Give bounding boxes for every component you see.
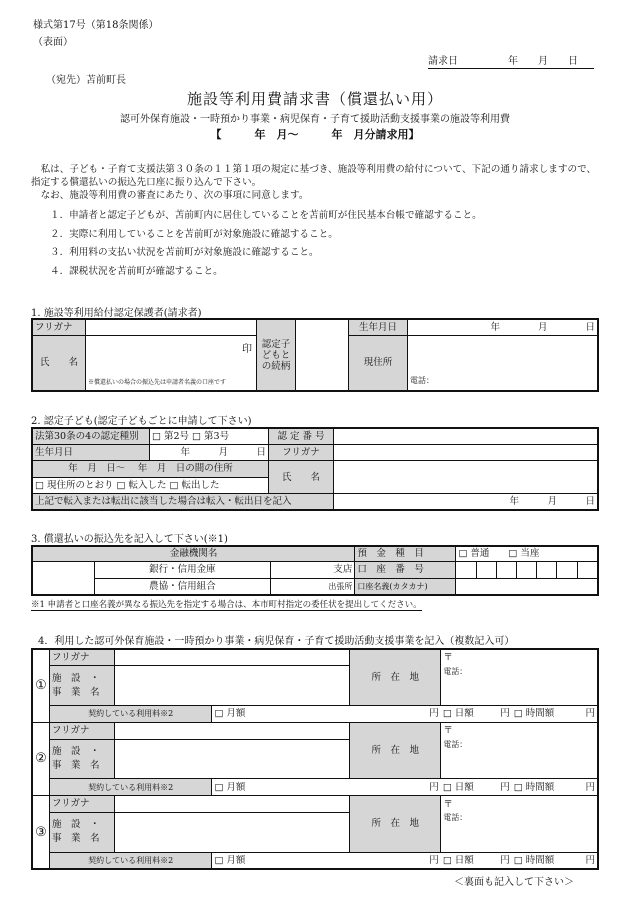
- facility-furigana-field[interactable]: [115, 649, 350, 666]
- consent-conditions: [50, 207, 482, 281]
- postal-mark: 〒: [443, 725, 453, 737]
- facility-postal-field[interactable]: [441, 649, 598, 666]
- monthly-fee-option[interactable]: □ 月額: [212, 852, 350, 869]
- cert-number-label: 認 定 番 号: [269, 428, 334, 444]
- facility-phone-label: 電話：: [443, 813, 468, 823]
- postal-mark: 〒: [443, 652, 453, 664]
- facility-location-label: 所 在 地: [350, 722, 441, 779]
- relation-field[interactable]: [296, 319, 349, 391]
- bank-table: [31, 545, 599, 596]
- side-label: （表面）: [33, 37, 73, 48]
- facility-name-field[interactable]: [115, 666, 350, 706]
- facility-phone-label: 電話：: [443, 666, 468, 676]
- condition-item: ３．利用料の支払い状況を苫前町が対象施設に確認すること。: [50, 247, 319, 258]
- facility-name-label: 施 設 ・ 事 業 名: [50, 739, 115, 779]
- facility-address-field[interactable]: [441, 666, 598, 706]
- facility-phone-label: 電話：: [443, 740, 468, 750]
- guardian-table: [31, 318, 599, 392]
- bank-note: [31, 598, 422, 610]
- account-digit-box[interactable]: [517, 561, 537, 578]
- child-furigana-field[interactable]: [334, 444, 599, 460]
- section1-heading: 1. 施設等利用給付認定保護者(請求者): [31, 308, 202, 319]
- daily-fee-option[interactable]: □ 日額: [441, 706, 492, 723]
- section2-heading: 2. 認定子ども(認定子どもごとに申請して下さい): [31, 416, 252, 427]
- hourly-fee-option[interactable]: □ 時間額: [512, 779, 577, 796]
- facility-postal-field[interactable]: [441, 722, 598, 739]
- facility-name-field[interactable]: [115, 812, 350, 852]
- child-birth-label: 生年月日: [32, 444, 150, 460]
- form-number: 様式第17号（第18条関係）: [33, 20, 159, 31]
- daily-fee-option[interactable]: □ 日額: [441, 852, 492, 869]
- monthly-yen: 円: [350, 852, 441, 869]
- office-label: 出張所: [270, 578, 355, 595]
- child-birth-field[interactable]: 年 月 日: [150, 444, 269, 460]
- address-label: 現住所: [349, 335, 408, 391]
- account-holder-field[interactable]: [456, 578, 598, 595]
- child-name-label: 氏 名: [269, 461, 334, 494]
- address-options[interactable]: □ 現住所のとおり □ 転入した □ 転出した: [32, 477, 269, 493]
- account-digit-box[interactable]: [557, 561, 577, 578]
- postal-mark: 〒: [443, 798, 453, 810]
- facility-furigana-label: フリガナ: [50, 649, 115, 666]
- condition-item: ２．実際に利用していることを苫前町が対象施設に確認すること。: [50, 228, 338, 240]
- bank-name-field[interactable]: [32, 561, 95, 595]
- seal-note: ※償還払いの場合の振込先は申請者名義の口座です: [88, 379, 227, 386]
- account-digit-box[interactable]: [496, 561, 516, 578]
- facility-furigana-field[interactable]: [115, 796, 350, 813]
- hourly-yen: 円: [577, 706, 598, 723]
- relation-label: 認定子どもとの続柄: [257, 319, 296, 391]
- monthly-yen: 円: [350, 779, 441, 796]
- period-line[interactable]: 【 年 月～ 年 月分請求用】: [210, 128, 420, 141]
- move-date-note: 上記で転入または転出に該当した場合は転入・転出日を記入: [32, 494, 334, 510]
- facility-location-label: 所 在 地: [350, 796, 441, 853]
- daily-yen: 円: [492, 852, 512, 869]
- hourly-fee-option[interactable]: □ 時間額: [512, 852, 577, 869]
- addressee: （宛先）苫前町長: [46, 75, 126, 86]
- bank-name-label: 金融機関名: [32, 546, 355, 561]
- deposit-type-label: 預 金 種 目: [355, 546, 456, 561]
- facility-furigana-label: フリガナ: [50, 796, 115, 813]
- bank-note-text: ※1 申請者と口座名義が異なる振込先を指定する場合は、本市町村指定の委任状を提出してください。: [31, 600, 422, 610]
- agri-type-line: 農協・信用組合: [95, 578, 270, 595]
- facility-address-field[interactable]: [441, 812, 598, 852]
- guardian-furigana-field[interactable]: [86, 319, 257, 335]
- facility-number: ①: [32, 649, 50, 722]
- guardian-name-label: 氏 名: [32, 335, 86, 391]
- facility-location-label: 所 在 地: [350, 649, 441, 706]
- daily-fee-option[interactable]: □ 日額: [441, 779, 492, 796]
- daily-yen: 円: [492, 706, 512, 723]
- move-date-field[interactable]: 年 月 日: [334, 494, 599, 510]
- account-digit-box[interactable]: [537, 561, 557, 578]
- facility-table: [31, 648, 599, 870]
- monthly-fee-option[interactable]: □ 月額: [212, 779, 350, 796]
- child-furigana-label: フリガナ: [269, 444, 334, 460]
- seal-mark: 印: [242, 343, 252, 355]
- branch-label: 支店: [270, 561, 355, 578]
- guardian-birth-label: 生年月日: [349, 319, 408, 335]
- guardian-phone-label: 電話：: [410, 376, 434, 385]
- section4-heading: 4．利用した認可外保育施設・一時預かり事業・病児保育・子育て援助活動支援事業を記入（複数記入可）: [38, 636, 515, 647]
- intro-paragraph-1: 私は、子ども・子育て支援法第３０条の１１第１項の規定に基づき、施設等利用費の給付について、下記の通り請求しますので、指定する償還払いの振込先口座に振り込んで下さい。: [31, 164, 597, 188]
- guardian-furigana-label: フリガナ: [32, 319, 86, 335]
- section3-heading: 3. 償還払いの振込先を記入して下さい(※1): [31, 534, 228, 545]
- contract-fee-label: 契約している利用料※2: [50, 852, 212, 869]
- guardian-address-field[interactable]: [408, 335, 599, 391]
- facility-number: ③: [32, 796, 50, 869]
- footer-note: ＜裏面も記入して下さい＞: [454, 877, 574, 888]
- request-date[interactable]: 請求日 年 月 日: [428, 52, 594, 69]
- account-digit-box[interactable]: [476, 561, 496, 578]
- guardian-name-field[interactable]: [86, 335, 257, 391]
- bank-type-line: 銀行・信用金庫: [95, 561, 270, 578]
- intro-text: [31, 163, 601, 202]
- facility-address-field[interactable]: [441, 739, 598, 779]
- intro-paragraph-2: なお、施設等利用費の審査にあたり、次の事項に同意します。: [40, 190, 309, 201]
- cert-type-options[interactable]: □ 第2号 □ 第3号: [150, 428, 269, 444]
- hourly-fee-option[interactable]: □ 時間額: [512, 706, 577, 723]
- condition-item: ４．課税状況を苫前町が確認すること。: [50, 265, 223, 277]
- facility-number: ②: [32, 722, 50, 795]
- facility-furigana-label: フリガナ: [50, 722, 115, 739]
- monthly-fee-option[interactable]: □ 月額: [212, 706, 350, 723]
- daily-yen: 円: [492, 779, 512, 796]
- account-holder-label: 口座名義(カタカナ): [355, 578, 456, 595]
- child-table: [31, 427, 599, 511]
- hourly-yen: 円: [577, 779, 598, 796]
- facility-name-label: 施 設 ・ 事 業 名: [50, 812, 115, 852]
- cert-number-field[interactable]: [334, 428, 599, 444]
- hourly-yen: 円: [577, 852, 598, 869]
- cert-type-label: 法第30条の4の認定種別: [32, 428, 150, 444]
- condition-item: １．申請者と認定子どもが、苫前町内に居住していることを苫前町が住民基本台帳で確認すること。: [50, 210, 482, 221]
- guardian-birth-field[interactable]: 年 月 日: [408, 319, 599, 335]
- facility-name-label: 施 設 ・ 事 業 名: [50, 666, 115, 706]
- deposit-type-options[interactable]: □ 普通 □ 当座: [456, 546, 598, 561]
- facility-name-field[interactable]: [115, 739, 350, 779]
- contract-fee-label: 契約している利用料※2: [50, 706, 212, 723]
- facility-postal-field[interactable]: [441, 796, 598, 813]
- monthly-yen: 円: [350, 706, 441, 723]
- account-digit-box[interactable]: [577, 561, 598, 578]
- facility-furigana-field[interactable]: [115, 722, 350, 739]
- contract-fee-label: 契約している利用料※2: [50, 779, 212, 796]
- child-name-field[interactable]: [334, 461, 599, 494]
- period-address-label: 年 月 日～ 年 月 日の間の住所: [32, 461, 269, 477]
- account-digit-box[interactable]: [456, 561, 476, 578]
- page-title: 施設等利用費請求書（償還払い用）: [186, 90, 443, 108]
- page-subtitle: 認可外保育施設・一時預かり事業・病児保育・子育て援助活動支援事業の施設等利用費: [120, 114, 510, 125]
- account-number-label: 口 座 番 号: [355, 561, 456, 578]
